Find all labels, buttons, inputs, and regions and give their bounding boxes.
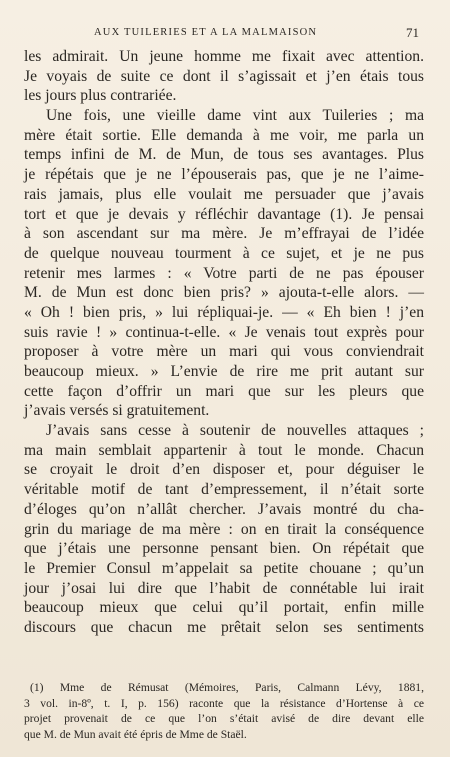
footnote-line: projet provenait de ce que l’on s’était avisé de dire devant elle	[24, 712, 424, 726]
text-line: mère était sortie. Elle demanda à me voir, me parla un	[24, 126, 424, 144]
footnotes	[24, 680, 424, 742]
running-header	[0, 27, 450, 43]
page-number: 71	[406, 25, 419, 40]
text-line: véritable motif de tant d’empressement, il n’était sorte	[24, 481, 424, 499]
text-line: je répétais que je ne l’épouserais pas, que je ne l’aime-	[24, 166, 424, 184]
running-title: AUX TUILERIES ET A LA MALMAISON	[94, 27, 318, 38]
text-line: le Premier Consul m’appelait sa petite chouane ; qu’un	[24, 559, 424, 577]
text-line: beaucoup mieux. » L’envie de rire me prit autant sur	[24, 363, 424, 380]
text-line: rais jamais, plus elle voulait me persuader que j’avais	[24, 185, 424, 203]
text-line: d’éloges qu’on n’allât chercher. J’avais montré du cha-	[24, 500, 424, 518]
text-line: cette façon d’offrir un mari que sur les pleurs que	[24, 382, 424, 400]
text-line: « Oh ! bien pris, » lui répliquai-je. — « Eh bien ! j’en	[24, 303, 424, 321]
text-line: les jours plus contrariée.	[24, 87, 177, 105]
text-line: temps infini de M. de Mun, de tous ses avantages. Plus	[24, 146, 424, 164]
text-line: les admirait. Un jeune homme me fixait avec attention.	[24, 48, 424, 65]
text-line: M. de Mun est donc bien pris? » ajouta-t-elle alors. —	[24, 284, 424, 302]
text-line: ma main semblait appartenir à tout le monde. Chacun	[24, 441, 424, 459]
body-text	[24, 47, 424, 638]
text-line: proposer à votre mère un mari qui vous conviendrait	[24, 343, 424, 361]
text-line: jour j’osai lui dire que l’habit de connétable lui irait	[24, 579, 424, 597]
footnote-line: que M. de Mun avait été épris de Mme de Staël.	[24, 727, 247, 741]
text-line: beaucoup mieux que celui qu’il portait, enfin mille	[24, 599, 424, 617]
text-line: Je voyais de suite ce dont il s’agissait et j’en étais tous	[24, 67, 424, 85]
text-line: se croyait le droit d’en disposer et, pour déguiser le	[24, 461, 424, 479]
text-line: grin du mariage de ma mère : on en tirait la conséquence	[24, 520, 424, 538]
footnote-line: (1) Mme de Rémusat (Mémoires, Paris, Calmann Lévy, 1881,	[30, 681, 424, 694]
text-line: j’avais versés si gratuitement.	[24, 402, 210, 420]
text-line: retenir mes larmes : « Votre parti de ne pas épouser	[24, 264, 424, 282]
text-line: J’avais sans cesse à soutenir de nouvelles attaques ;	[46, 422, 424, 440]
footnote-line: 3 vol. in-8º, t. I, p. 156) raconte que la résistance d’Hortense à ce	[24, 696, 424, 710]
text-line: tort et que je devais y réfléchir davantage (1). Je pensai	[24, 205, 424, 223]
text-line: de quelque nouveau tourment à ce sujet, et je ne pus	[24, 244, 424, 262]
text-line: suis ravie ! » continua-t-elle. « Je venais tout exprès pour	[24, 323, 424, 341]
text-line: Une fois, une vieille dame vint aux Tuileries ; ma	[46, 107, 424, 125]
text-line: que j’étais une personne pensant bien. On répétait que	[24, 540, 424, 558]
text-line: discours que chacun me prêtait selon ses sentiments	[24, 618, 424, 636]
text-line: à son ascendant sur ma mère. Je m’effrayai de l’idée	[24, 225, 424, 243]
